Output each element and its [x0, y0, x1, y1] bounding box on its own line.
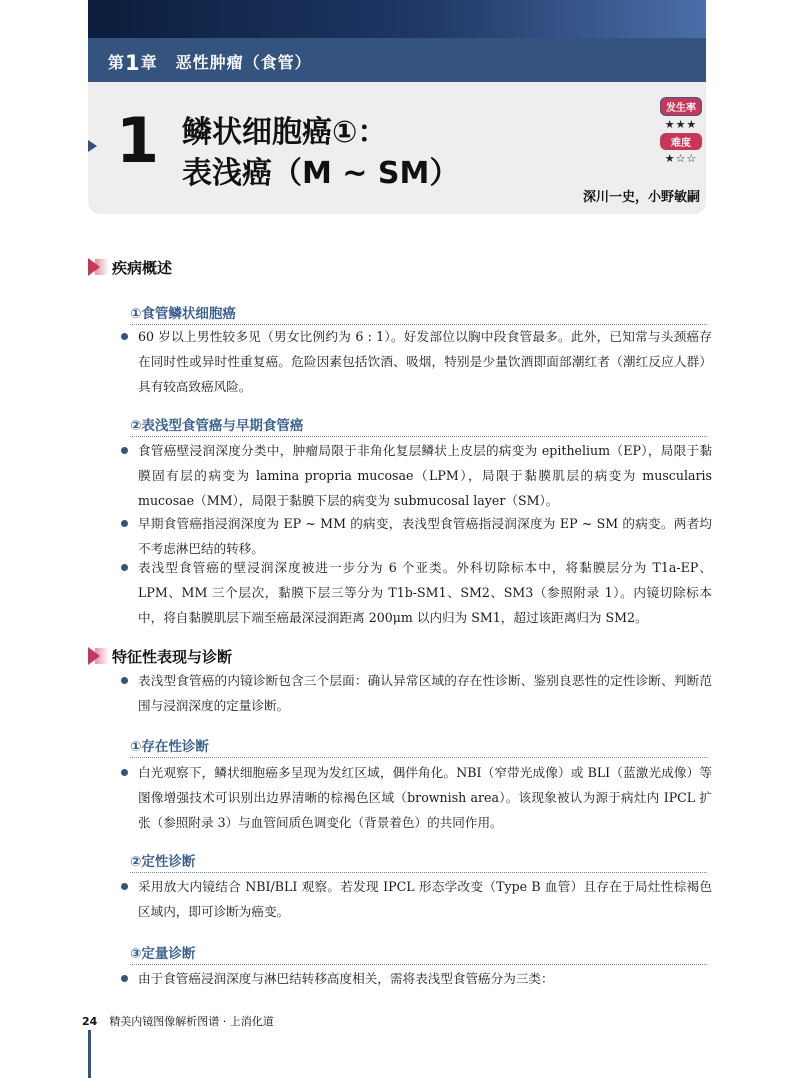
section-flag-icon — [88, 647, 110, 665]
bullet-icon — [121, 564, 128, 571]
list-item — [122, 668, 712, 718]
list-item — [122, 966, 712, 991]
section-heading-overview — [88, 257, 172, 278]
paragraph-text: 由于食管癌浸润深度与淋巴结转移高度相关，需将表浅型食管癌分为三类： — [138, 971, 554, 986]
list-item — [122, 555, 712, 630]
paragraph-text: 采用放大内镜结合 NBI/BLI 观察。若发现 IPCL 形态学改变（Type B 血管）且存在于局灶性棕褐色区域内，即可诊断为癌变。 — [138, 879, 712, 919]
bullet-icon — [121, 883, 128, 890]
rating-box — [660, 97, 702, 167]
paragraph-text: 早期食管癌指浸润深度为 EP ~ MM 的病变，表浅型食管癌指浸润深度为 EP ~ SM 的病变。两者均不考虑淋巴结的转移。 — [138, 516, 712, 556]
bullet-icon — [121, 975, 128, 982]
chapter-prefix: 第 — [108, 53, 126, 72]
section-flag-icon — [88, 258, 110, 276]
paragraph-text: 白光观察下，鳞状细胞癌多呈现为发红区域，偶伴角化。NBI（窄带光成像）或 BLI（蓝激光成像）等图像增强技术可识别出边界清晰的棕褐色区域（brownish area）。该现象被认为源于病灶内 IPCL 扩张（参照附录 3）与血管间质色调变化（背景着色）的共同作用。 — [138, 765, 712, 830]
authors: 深川一史，小野敏嗣 — [582, 190, 700, 205]
subheading-esophageal-scc: ①食管鳞状细胞癌 — [130, 302, 707, 325]
difficulty-badge: 难度 — [660, 133, 702, 150]
header-gradient-band — [88, 0, 706, 38]
subheading-superficial-early: ②表浅型食管癌与早期食管癌 — [130, 414, 707, 437]
page-number: 24 — [82, 1015, 98, 1028]
paragraph-text: 食管癌壁浸润深度分类中，肿瘤局限于非角化复层鳞状上皮层的病变为 epithelium（EP），局限于黏膜固有层的病变为 lamina propria mucosae（LPM），局限于黏膜肌层的病变为 muscularis mucosae（MM），局限于黏膜下层的病变为 submucosal layer（SM）。 — [138, 443, 712, 508]
footer-rule — [88, 1030, 91, 1078]
triangle-marker-icon — [88, 140, 97, 152]
section-heading-diagnosis — [88, 646, 232, 667]
section-title — [182, 112, 459, 194]
bullet-icon — [121, 520, 128, 527]
incidence-stars-icon: ★★★ — [664, 118, 698, 131]
bullet-icon — [121, 447, 128, 454]
paragraph-text: 表浅型食管癌的壁浸润深度被进一步分为 6 个亚类。外科切除标本中，将黏膜层分为 T1a-EP、LPM、MM 三个层次，黏膜下层三等分为 T1b-SM1、SM2、SM3（参照附录 1）。内镜切除标本中，将自黏膜肌层下端至癌最深浸润距离 200μm 以内归为 SM1，超过该距离归为 SM2。 — [138, 560, 712, 625]
paragraph-text: 60 岁以上男性较多见（男女比例约为 6 : 1）。好发部位以胸中段食管最多。此外，已知常与头颈癌存在同时性或异时性重复癌。危险因素包括饮酒、吸烟，特别是少量饮酒即面部潮红者（潮红反应人群）具有较高致癌风险。 — [138, 329, 712, 394]
list-item — [122, 324, 712, 399]
section-title-line2: 表浅癌（M ~ SM） — [182, 156, 460, 191]
section-heading-text: 疾病概述 — [112, 259, 173, 277]
incidence-badge: 发生率 — [660, 97, 702, 116]
book-title: 精美内镜图像解析图谱 · 上消化道 — [109, 1015, 274, 1028]
bullet-icon — [121, 333, 128, 340]
bullet-icon — [121, 677, 128, 684]
section-heading-text: 特征性表现与诊断 — [112, 648, 233, 666]
chapter-title — [108, 50, 312, 75]
chapter-number: 1 — [125, 51, 141, 75]
section-title-line1: 鳞状细胞癌①： — [182, 115, 388, 150]
list-item — [122, 438, 712, 513]
subheading-qualitative: ②定性诊断 — [130, 850, 707, 873]
list-item — [122, 760, 712, 835]
difficulty-stars-icon: ★☆☆ — [664, 152, 698, 165]
list-item — [122, 874, 712, 924]
bullet-icon — [121, 769, 128, 776]
subheading-quantitative: ③定量诊断 — [130, 942, 707, 965]
page-footer — [82, 1013, 274, 1029]
chapter-suffix: 章 — [140, 53, 158, 72]
section-number: 1 — [116, 104, 160, 177]
chapter-name: 恶性肿瘤（食管） — [175, 53, 312, 72]
list-item — [122, 511, 712, 561]
subheading-existence: ①存在性诊断 — [130, 735, 707, 758]
paragraph-text: 表浅型食管癌的内镜诊断包含三个层面：确认异常区域的存在性诊断、鉴别良恶性的定性诊断、判断范围与浸润深度的定量诊断。 — [138, 673, 712, 713]
